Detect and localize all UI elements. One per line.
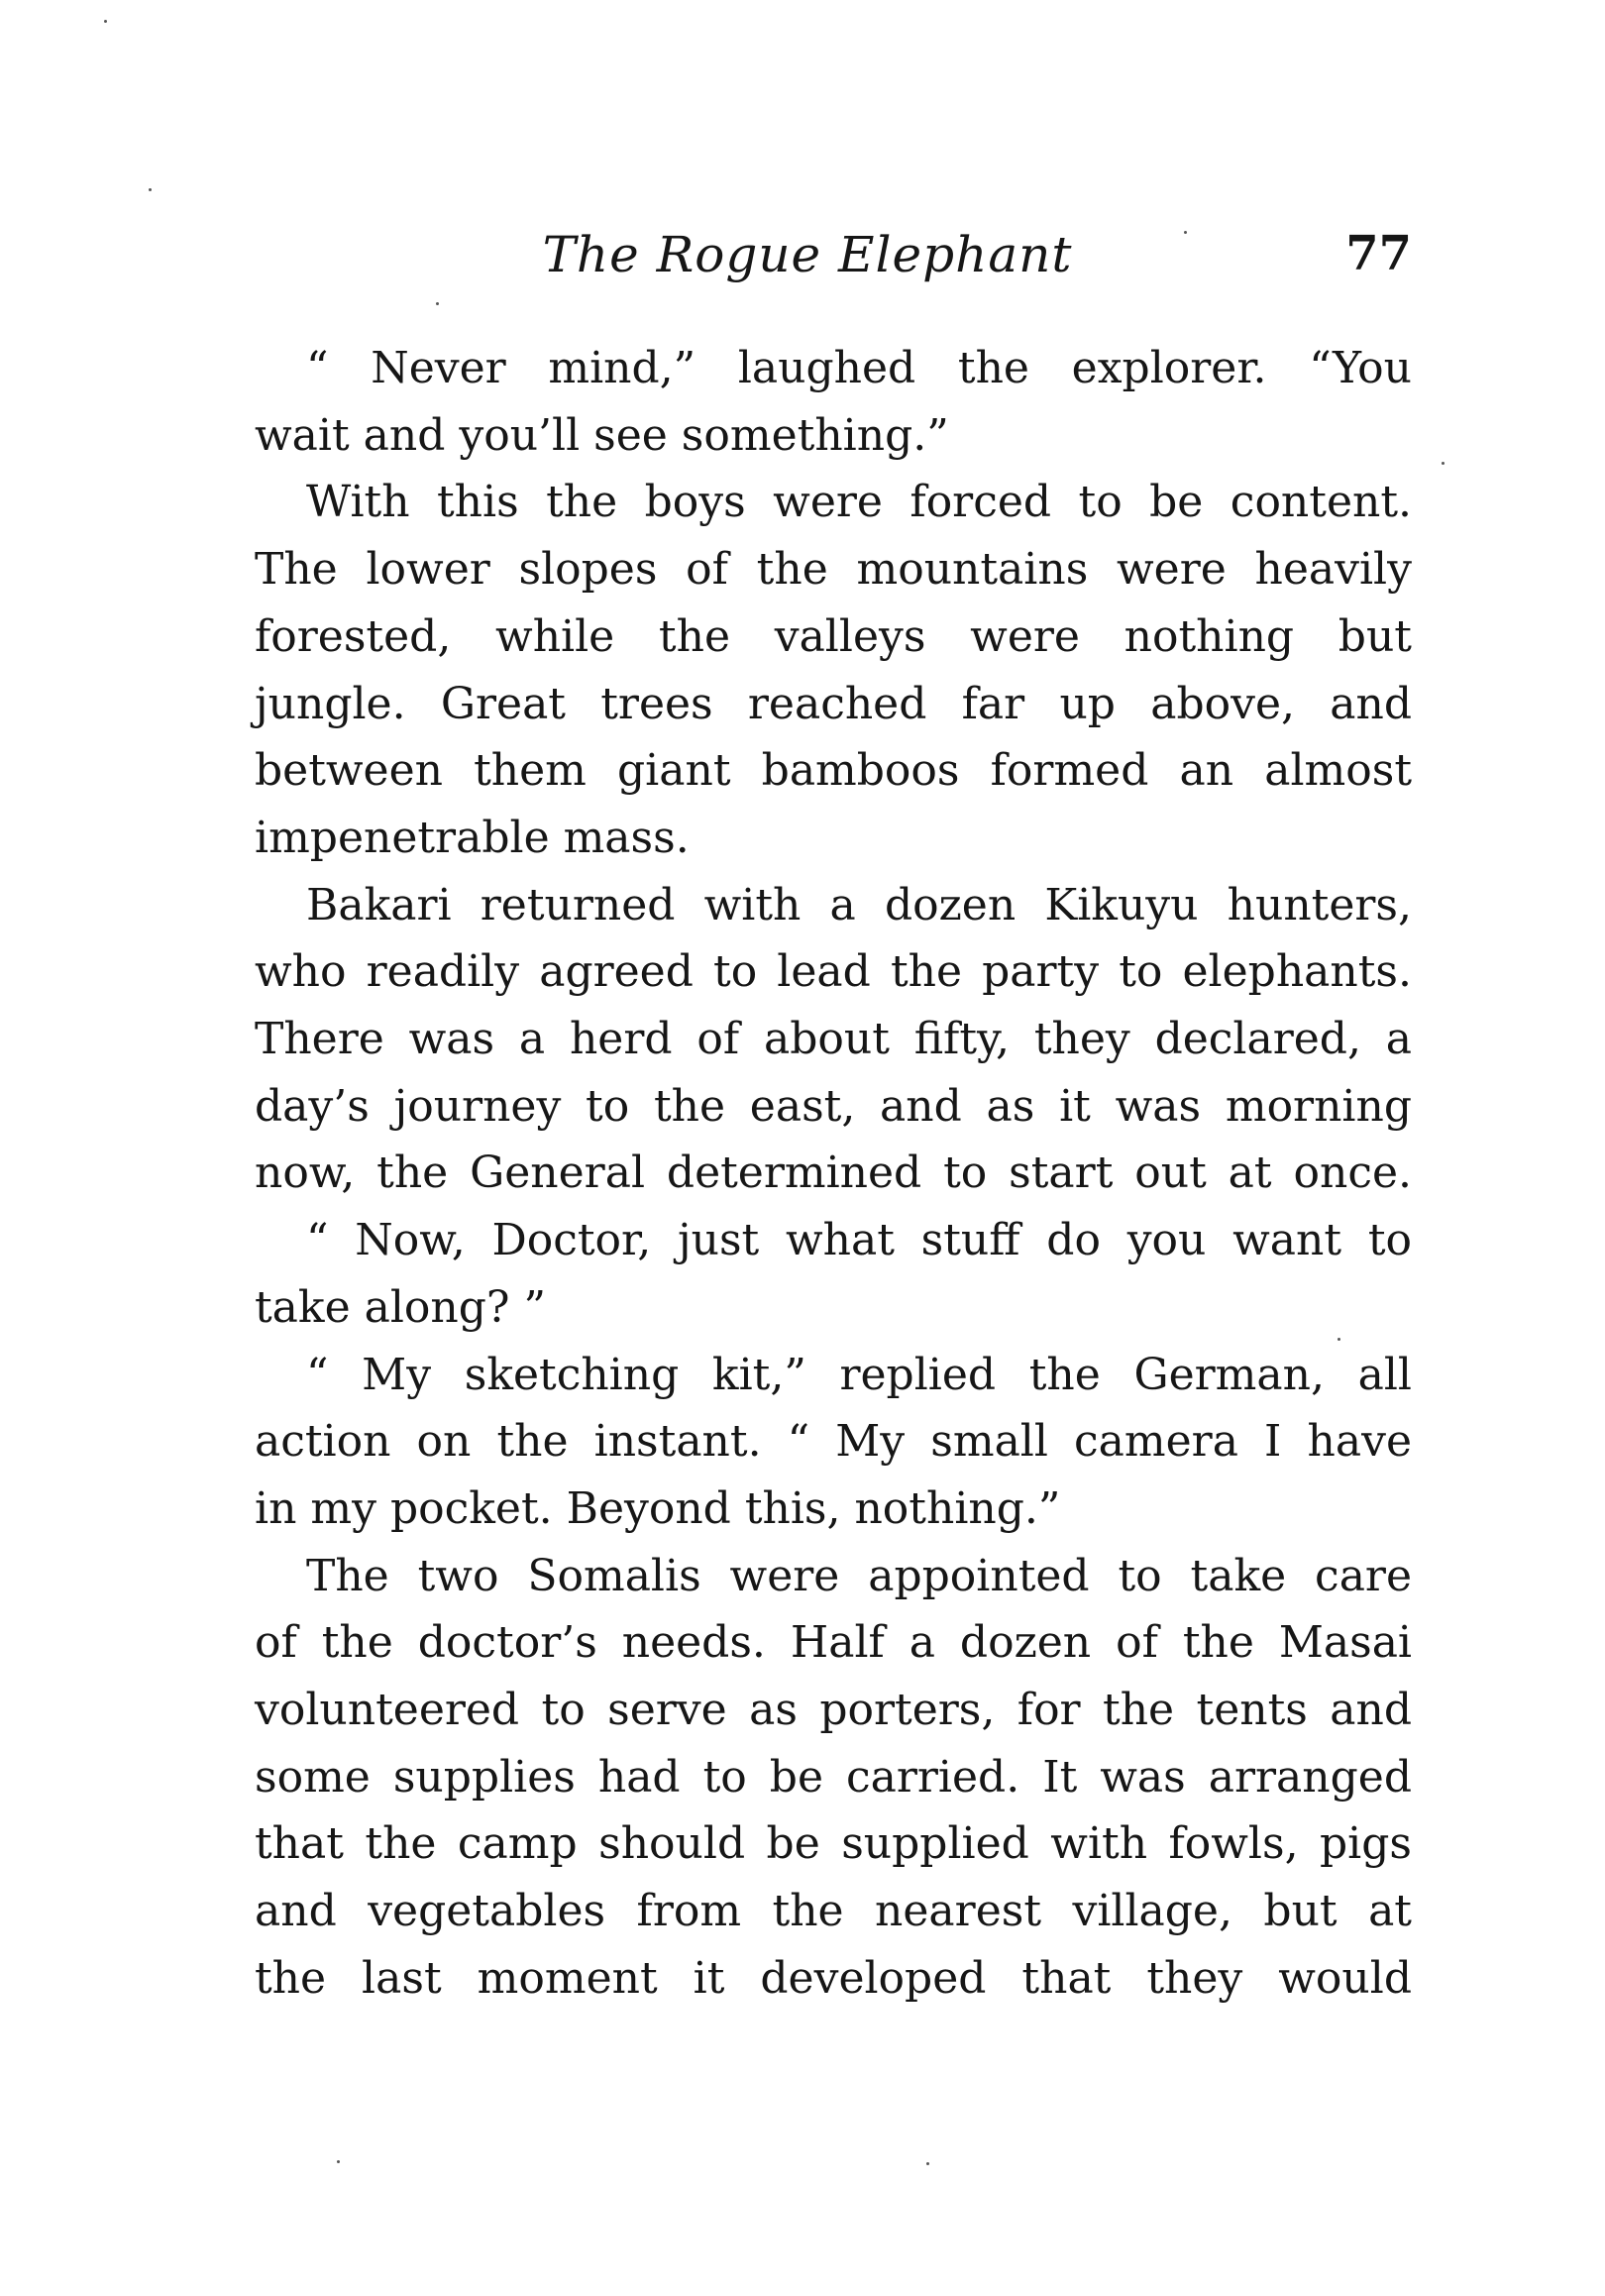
text-line: With this the boys were forced to be content. [306,477,1412,528]
paragraph-1 [203,335,1412,469]
scan-speck [926,2162,929,2165]
body-text [203,335,1412,2013]
text-line: “ My sketching kit,” replied the German, all [306,1349,1412,1400]
text-line: wait and you’ll see something.” [255,409,949,461]
text-line: who readily agreed to lead the party to elephants. [255,946,1412,998]
text-line: now, the General determined to start out at once. [255,1148,1412,1199]
text-line: “ Now, Doctor, just what stuff do you want to [306,1215,1412,1266]
text-line: and vegetables from the nearest village, but at [255,1886,1412,1937]
text-line: some supplies had to be carried. It was arranged [255,1751,1412,1803]
scan-speck [1442,462,1444,465]
paragraph-5 [203,1342,1412,1543]
text-line: forested, while the valleys were nothing but [255,610,1412,662]
running-head [203,226,1412,305]
paragraph-4 [203,1207,1412,1341]
text-line: action on the instant. “ My small camera I have [255,1416,1412,1468]
text-line: between them giant bamboos formed an almost [255,745,1412,797]
text-line: in my pocket. Beyond this, nothing.” [255,1482,1061,1534]
paragraph-6 [203,1543,1412,2013]
scan-speck [149,188,152,191]
text-line: the last moment it developed that they would [255,1952,1412,2004]
text-line: of the doctor’s needs. Half a dozen of the Masai [255,1617,1412,1669]
scan-speck [1184,231,1187,234]
text-line: “ Never mind,” laughed the explorer. “You [306,343,1412,393]
text-line: volunteered to serve as porters, for the tents and [255,1685,1412,1736]
page-number: 77 [1345,226,1412,281]
scan-speck [436,302,439,305]
text-line: Bakari returned with a dozen Kikuyu hunters, [306,879,1412,930]
text-line: impenetrable mass. [255,812,690,863]
scan-speck [104,20,107,23]
running-title: The Rogue Elephant [542,226,1073,283]
scan-speck [1338,1338,1340,1341]
text-line: day’s journey to the east, and as it was morning [255,1080,1412,1132]
text-line: jungle. Great trees reached far up above, and [255,678,1412,729]
text-line: The lower slopes of the mountains were heavily [255,544,1412,596]
text-line: The two Somalis were appointed to take care [306,1550,1412,1601]
text-line: There was a herd of about fifty, they declared, a [255,1014,1412,1065]
paragraph-3 [203,872,1412,1208]
scan-speck [337,2160,340,2163]
text-line: take along? ” [255,1281,546,1333]
paragraph-2 [203,469,1412,871]
text-line: that the camp should be supplied with fowls, pigs [255,1818,1412,1870]
